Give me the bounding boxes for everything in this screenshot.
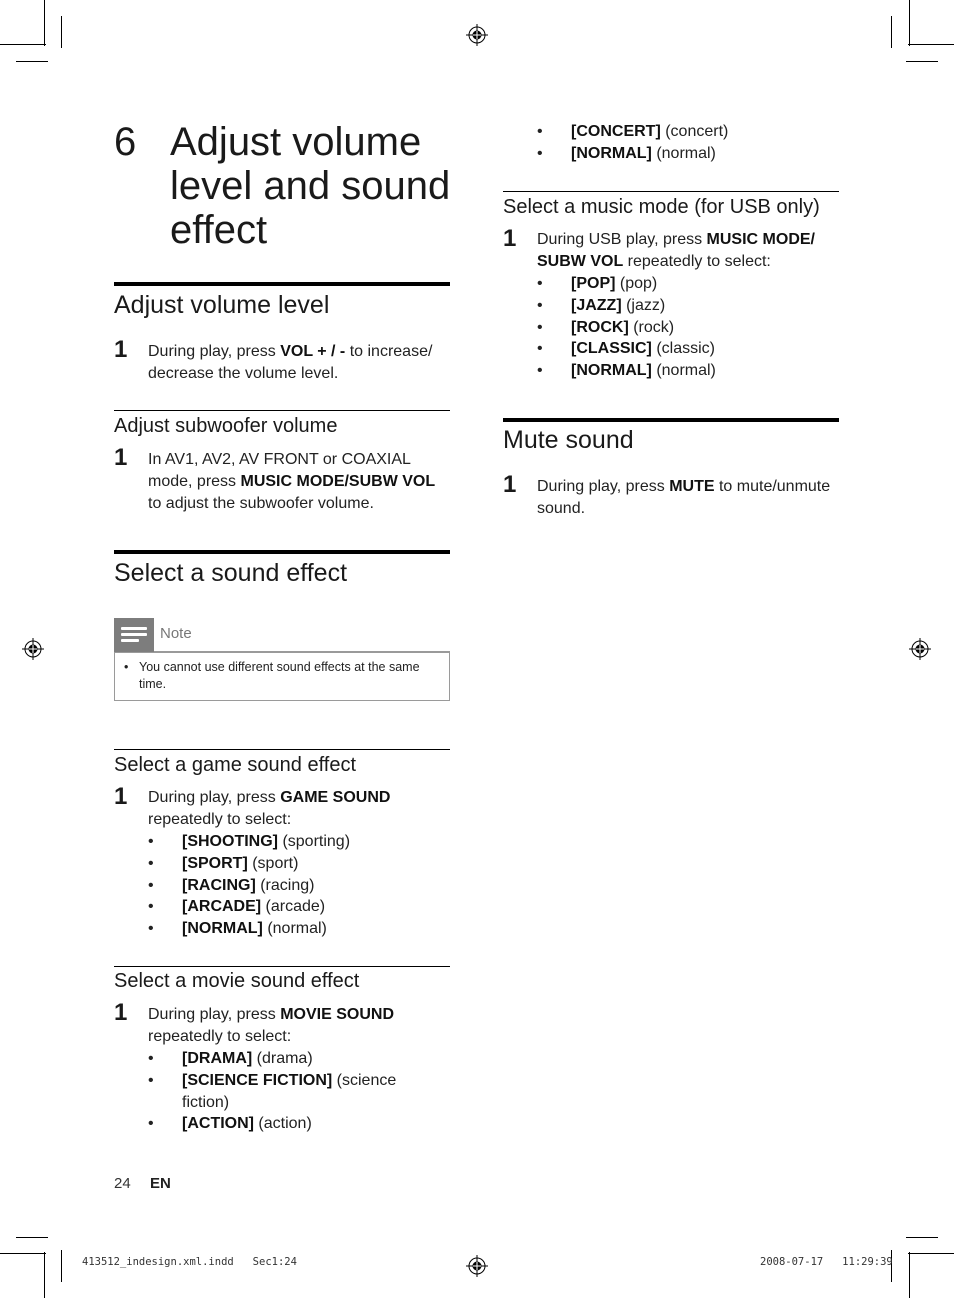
list-item: • [SPORT] (sport) (148, 854, 299, 872)
note-text: • You cannot use different sound effects at the same time. (124, 660, 420, 691)
list-item: • [DRAMA] (drama) (148, 1050, 313, 1067)
registration-mark-icon (22, 638, 44, 660)
option-list (148, 1048, 410, 1135)
option-list (537, 121, 837, 165)
slug-file-info: 413512_indesign.xml.indd Sec1:24 (82, 1256, 297, 1268)
option-list (148, 831, 440, 940)
step-text: During play, press VOL + / - to increase/ decrease the volume level. (148, 343, 433, 382)
subsection-rule (114, 966, 450, 967)
list-item: • [SHOOTING] (sporting) (148, 833, 351, 850)
step-number: 1 (114, 783, 128, 810)
key-label: MOVIE SOUND (280, 1006, 394, 1023)
step-text: During USB play, press MUSIC MODE/ SUBW VOL repeatedly to select: (537, 231, 815, 270)
slug-timestamp: 2008-07-17 11:29:39 (760, 1256, 893, 1268)
registration-mark-icon (466, 24, 488, 46)
subsection-rule (114, 749, 450, 750)
bullet: • (124, 660, 129, 674)
list-item: • [POP] (pop) (537, 275, 658, 292)
step-number: 1 (503, 471, 517, 498)
section-rule (503, 418, 839, 422)
subsection-heading: Adjust subwoofer volume (114, 415, 338, 437)
list-item: • [NORMAL] (normal) (537, 362, 716, 380)
crop-mark (909, 1252, 910, 1298)
step-number: 1 (114, 444, 128, 471)
key-label: VOL + / - (280, 343, 346, 360)
crop-mark (61, 16, 62, 48)
crop-mark (44, 1252, 45, 1298)
registration-mark-icon (466, 1255, 488, 1277)
note-label: Note (160, 625, 192, 642)
list-item: • [ACTION] (action) (148, 1115, 312, 1133)
crop-mark (908, 1253, 954, 1254)
list-item: • [CONCERT] (concert) (537, 123, 729, 140)
option-list (537, 273, 837, 382)
page-number: 24 (114, 1175, 131, 1192)
note-icon (114, 618, 154, 652)
subsection-heading: Select a game sound effect (114, 754, 357, 776)
subsection-heading: Select a music mode (for USB only) (503, 196, 820, 218)
key-label: MUTE (669, 478, 715, 495)
crop-mark (908, 44, 954, 45)
list-item: • [RACING] (racing) (148, 876, 315, 894)
section-heading: Mute sound (503, 426, 634, 454)
key-label: MUSIC MODE/SUBW VOL (240, 473, 436, 490)
crop-mark (16, 1237, 48, 1238)
crop-mark (44, 0, 45, 46)
crop-mark (0, 44, 46, 45)
list-item: • [NORMAL] (normal) (148, 920, 327, 938)
crop-mark (906, 1237, 938, 1238)
crop-mark (61, 1250, 62, 1282)
registration-mark-icon (909, 638, 931, 660)
section-heading: Select a sound effect (114, 559, 348, 587)
section-heading: Adjust volume level (114, 291, 330, 319)
chapter-number: 6 (114, 120, 137, 164)
list-item: • [JAZZ] (jazz) (537, 296, 666, 314)
subsection-heading: Select a movie sound effect (114, 970, 360, 992)
chapter-title: Adjust volume level and sound effect (170, 120, 451, 252)
list-item: • [ROCK] (rock) (537, 318, 675, 336)
list-item: • [CLASSIC] (classic) (537, 340, 715, 358)
key-label: GAME SOUND (280, 789, 391, 806)
section-rule (114, 550, 450, 554)
subsection-rule (503, 191, 839, 192)
step-number: 1 (114, 999, 128, 1026)
list-item: • [NORMAL] (normal) (537, 144, 716, 162)
step-text: During play, press MOVIE SOUND repeatedly to select: (148, 1006, 394, 1045)
crop-mark (909, 0, 910, 46)
crop-mark (906, 61, 938, 62)
key-label: MUSIC MODE/ SUBW VOL (537, 231, 815, 270)
step-number: 1 (503, 225, 517, 252)
list-item: • [ARCADE] (arcade) (148, 898, 326, 916)
subsection-rule (114, 410, 450, 411)
step-text: In AV1, AV2, AV FRONT or COAXIAL mode, press MUSIC MODE/SUBW VOL to adjust the subwoofer volume. (148, 451, 436, 512)
step-number: 1 (114, 336, 128, 363)
crop-mark (16, 61, 48, 62)
crop-mark (0, 1253, 46, 1254)
crop-mark (891, 16, 892, 48)
language-code: EN (150, 1175, 171, 1192)
list-item: • [SCIENCE FICTION] (science fiction) (148, 1071, 397, 1111)
step-text: During play, press MUTE to mute/unmute sound. (537, 478, 831, 517)
step-text: During play, press GAME SOUND repeatedly to select: (148, 789, 391, 828)
section-rule (114, 282, 450, 286)
